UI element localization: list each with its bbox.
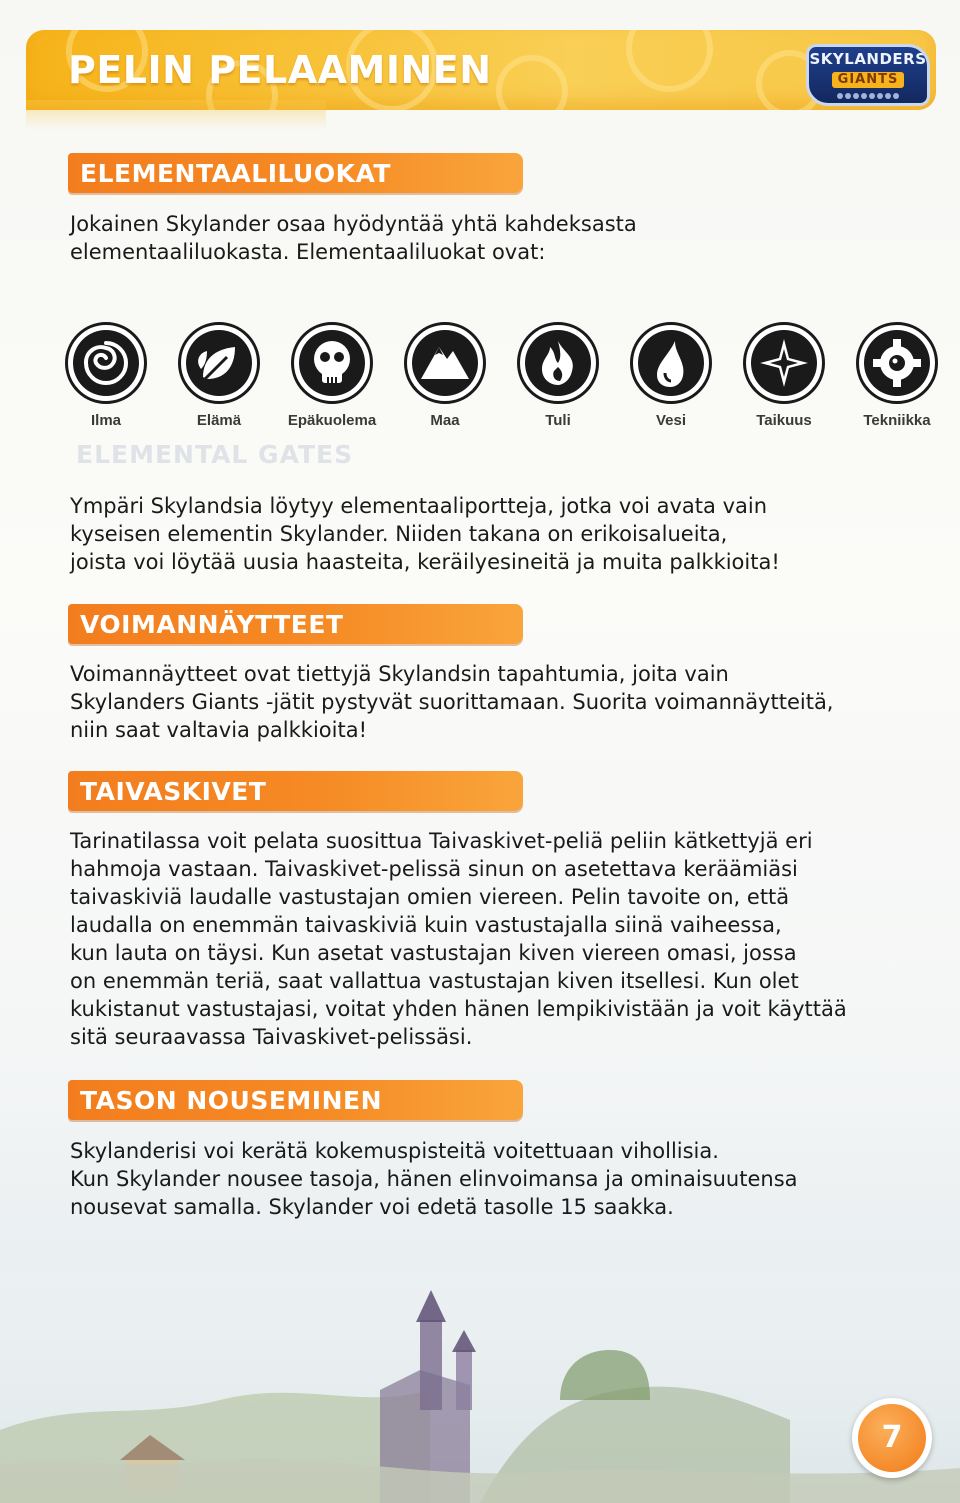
page-title: PELIN PELAAMINEN bbox=[68, 48, 492, 92]
logo-element-dots bbox=[809, 90, 927, 99]
tech-gear-icon bbox=[856, 322, 938, 404]
water-drop-icon bbox=[630, 322, 712, 404]
element-tuli bbox=[508, 322, 608, 429]
element-label: Vesi bbox=[655, 412, 687, 429]
element-label: Taikuus bbox=[756, 412, 812, 429]
logo-line2: GIANTS bbox=[832, 72, 905, 88]
element-label: Epäkuolema bbox=[287, 412, 377, 429]
header-swirl-decor bbox=[626, 30, 713, 92]
earth-mountain-icon bbox=[404, 322, 486, 404]
life-leaf-icon bbox=[178, 322, 260, 404]
taivaskivet-text: Tarinatilassa voit pelata suosittua Taivaskivet-peliä peliin kätkettyjä eri hahmoja vastaan. Taivaskivet-pelissä sinun on asetettava keräämiäsi taivaskiviä laudalle vastustajan omien viereen. Pelin tavoite on, että laudalla on enemmän taivaskiviä kuin vastustajalla siinä vaiheessa, kun lauta on täysi. Kun asetat vastustajan kiven viereen omasi, jossa on enemmän teriä, saat vallattua vastustajan kiven itsellesi. Kun olet kukistanut vastustajasi, voitat yhden hänen lempikivistään ja voit käyttää sitä seuraavassa Taivaskivet-pelissäsi. bbox=[70, 829, 847, 1049]
element-epakuolema bbox=[282, 322, 382, 429]
element-label: Elämä bbox=[196, 412, 242, 429]
section-title: ELEMENTAALILUOKAT bbox=[80, 159, 391, 188]
element-ilma bbox=[56, 322, 156, 429]
element-label: Tekniikka bbox=[863, 412, 931, 429]
fire-flame-icon bbox=[517, 322, 599, 404]
ghost-heading: ELEMENTAL GATES bbox=[76, 440, 354, 469]
section-bar-taivaskivet bbox=[68, 771, 523, 811]
logo-line1: SKYLANDERS bbox=[809, 50, 927, 68]
element-label: Tuli bbox=[545, 412, 571, 429]
element-elama bbox=[169, 322, 269, 429]
section-bar-elementaaliluokat bbox=[68, 153, 523, 193]
skylands-landscape-illustration bbox=[0, 1250, 960, 1503]
undead-skull-icon bbox=[291, 322, 373, 404]
skylanders-giants-logo bbox=[806, 44, 930, 106]
page-number-badge bbox=[852, 1398, 932, 1478]
element-maa bbox=[395, 322, 495, 429]
header-swirl-decor bbox=[496, 55, 568, 110]
element-label: Maa bbox=[430, 412, 460, 429]
tason-nouseminen-text: Skylanderisi voi kerätä kokemuspisteitä voitettuaan vihollisia. Kun Skylander nousee tasoja, hänen elinvoimansa ja ominaisuutensa nousevat samalla. Skylander voi edetä tasolle 15 saakka. bbox=[70, 1139, 798, 1219]
magic-star-icon bbox=[743, 322, 825, 404]
element-taikuus bbox=[734, 322, 834, 429]
element-tekniikka bbox=[847, 322, 947, 429]
section-title: VOIMANNÄYTTEET bbox=[80, 610, 344, 639]
element-vesi bbox=[621, 322, 721, 429]
voimannaytteet-text: Voimannäytteet ovat tiettyjä Skylandsin tapahtumia, joita vain Skylanders Giants -jätit pystyvät suorittamaan. Suorita voimannäytteitä, niin saat valtavia palkkioita! bbox=[70, 662, 834, 742]
section-bar-voimannaytteet bbox=[68, 604, 523, 644]
gates-text: Ympäri Skylandsia löytyy elementaaliportteja, jotka voi avata vain kyseisen elementin Skylander. Niiden takana on erikoisalueita, joista voi löytää uusia haasteita, keräilyesineitä ja muita palkkioita! bbox=[70, 494, 780, 574]
header-fade bbox=[26, 100, 326, 130]
element-icons-row bbox=[0, 322, 960, 432]
page-number: 7 bbox=[858, 1404, 926, 1472]
air-swirl-icon bbox=[65, 322, 147, 404]
element-label: Ilma bbox=[90, 412, 121, 429]
section-bar-tason-nouseminen bbox=[68, 1080, 523, 1120]
elementaaliluokat-text: Jokainen Skylander osaa hyödyntää yhtä kahdeksasta elementaaliluokasta. Elementaaliluokat ovat: bbox=[70, 212, 637, 264]
section-title: TAIVASKIVET bbox=[80, 777, 267, 806]
section-title: TASON NOUSEMINEN bbox=[80, 1086, 383, 1115]
